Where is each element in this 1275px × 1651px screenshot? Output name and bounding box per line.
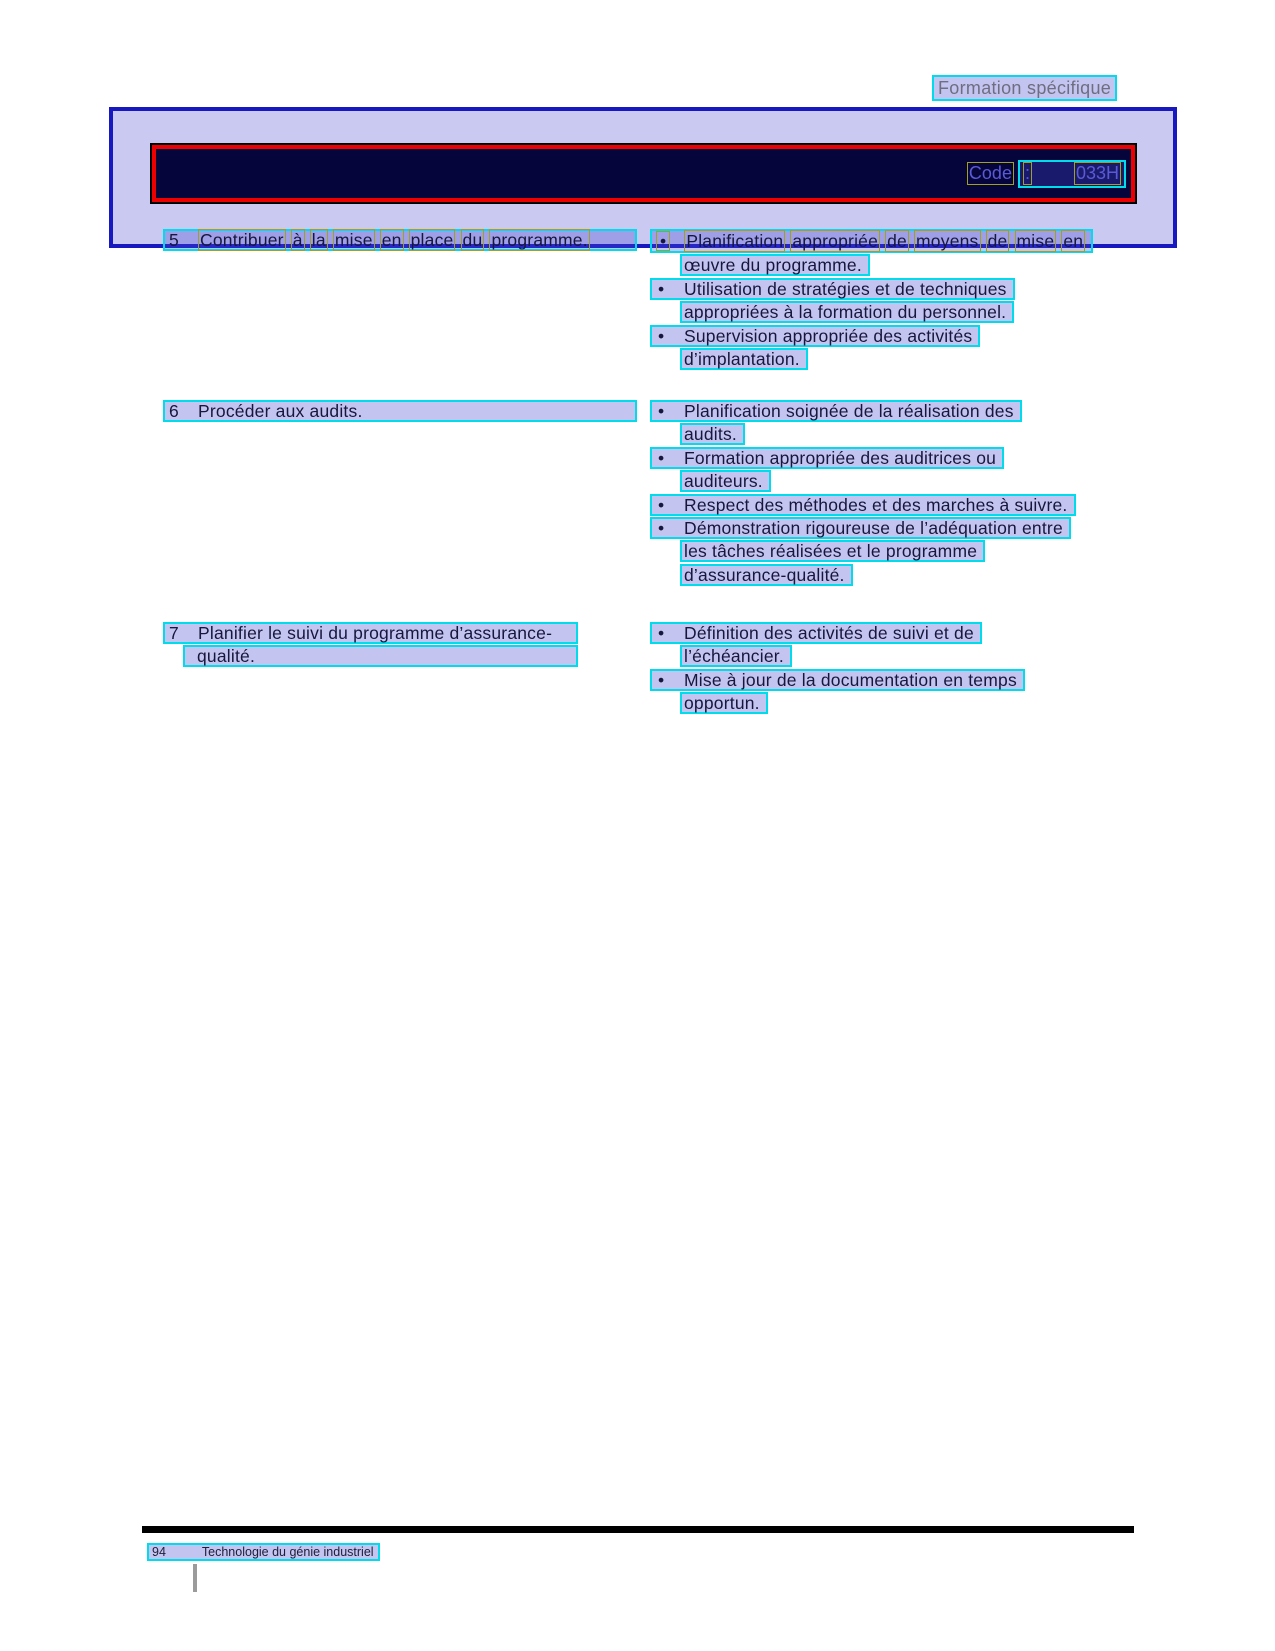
word-box: programme.	[491, 230, 588, 250]
code-field[interactable]	[967, 160, 1126, 188]
criteria-cell-5	[650, 229, 1150, 371]
word-box: la	[311, 230, 326, 250]
code-value-group[interactable]	[1018, 160, 1126, 188]
word-box: moyens	[916, 231, 979, 251]
footer[interactable]	[147, 1543, 380, 1561]
title-banner	[152, 145, 1135, 202]
criterion-line[interactable]	[650, 494, 1076, 516]
word-box: en	[1063, 231, 1084, 251]
criterion-text: Respect des méthodes et des marches à suivre.	[684, 494, 1068, 515]
objective-line[interactable]: qualité.	[183, 645, 578, 667]
objective-cell-7	[163, 622, 578, 669]
section-label[interactable]: Formation spécifique	[932, 75, 1117, 101]
text-cursor	[193, 1564, 197, 1592]
bullet-icon: •	[658, 278, 665, 299]
criterion-text: Utilisation de stratégies et de techniques	[684, 278, 1007, 299]
criterion-line[interactable]	[650, 669, 1025, 691]
word-box: du	[462, 230, 483, 250]
criterion-line[interactable]	[650, 447, 1004, 469]
criteria-cell-6	[650, 400, 1150, 587]
objective-text: Procéder aux audits.	[198, 401, 363, 421]
word-box: Contribuer	[200, 230, 284, 250]
word-box: mise	[1016, 231, 1055, 251]
objective-cell-6	[163, 400, 637, 423]
criterion-line[interactable]: l’échéancier.	[680, 645, 792, 667]
bullet-icon: •	[658, 623, 665, 643]
criterion-text: Planification soignée de la réalisation des	[684, 401, 1014, 421]
criterion-line[interactable]: d’assurance-qualité.	[680, 564, 853, 586]
word-box: place	[410, 230, 454, 250]
criterion-line[interactable]: appropriées à la formation du personnel.	[680, 301, 1014, 323]
word-box: appropriée	[792, 231, 879, 251]
criterion-line[interactable]: auditeurs.	[680, 470, 771, 492]
criterion-line[interactable]: d’implantation.	[680, 348, 808, 370]
word-box: de	[887, 231, 907, 251]
criterion-line[interactable]: opportun.	[680, 692, 768, 714]
criterion-line[interactable]	[650, 622, 982, 644]
objective-number: 6	[169, 401, 179, 421]
word-box: à	[292, 230, 303, 250]
page-number: 94	[152, 1545, 166, 1559]
criterion-line[interactable]	[650, 325, 980, 347]
word-box: mise	[334, 230, 373, 250]
criterion-text	[684, 230, 1085, 252]
code-gap	[1032, 173, 1074, 174]
objective-number: 5	[169, 230, 179, 250]
bullet-icon: •	[658, 517, 665, 538]
word-box: de	[987, 231, 1008, 251]
bullet-icon: •	[658, 325, 665, 346]
objective-line[interactable]	[163, 229, 637, 251]
program-name: Technologie du génie industriel	[201, 1545, 374, 1559]
word-box: Planification	[686, 231, 784, 251]
criterion-text: Formation appropriée des auditrices ou	[684, 447, 997, 468]
code-label[interactable]: Code	[968, 163, 1012, 183]
criterion-line[interactable]: œuvre du programme.	[680, 254, 870, 276]
objective-cell-5	[163, 229, 637, 252]
criterion-line[interactable]	[650, 229, 1093, 253]
footer-rule	[142, 1526, 1134, 1533]
criterion-text: Démonstration rigoureuse de l’adéquation entre	[684, 517, 1063, 538]
bullet-icon: •	[658, 669, 665, 690]
bullet-icon: •	[658, 401, 665, 421]
bullet-icon: •	[656, 231, 670, 251]
code-separator: :	[1024, 163, 1030, 183]
criterion-line[interactable]: les tâches réalisées et le programme	[680, 540, 985, 562]
criteria-cell-7	[650, 622, 1150, 716]
word-box: en	[381, 230, 402, 250]
objective-line[interactable]	[163, 400, 637, 422]
bullet-icon: •	[658, 494, 665, 515]
objective-number: 7	[169, 623, 179, 643]
criterion-text: Mise à jour de la documentation en temps	[684, 669, 1017, 690]
criterion-line[interactable]: audits.	[680, 423, 745, 445]
criterion-text: Supervision appropriée des activités	[684, 325, 973, 346]
code-value[interactable]: 033H	[1075, 163, 1119, 183]
criterion-line[interactable]	[650, 517, 1071, 539]
criterion-line[interactable]	[650, 400, 1022, 422]
objective-text: Planifier le suivi du programme d’assurance-	[198, 623, 553, 643]
criterion-line[interactable]	[650, 278, 1015, 300]
bullet-icon: •	[658, 447, 665, 468]
objective-text	[198, 229, 590, 251]
criterion-text: Définition des activités de suivi et de	[684, 623, 974, 643]
objective-line[interactable]	[163, 622, 578, 644]
